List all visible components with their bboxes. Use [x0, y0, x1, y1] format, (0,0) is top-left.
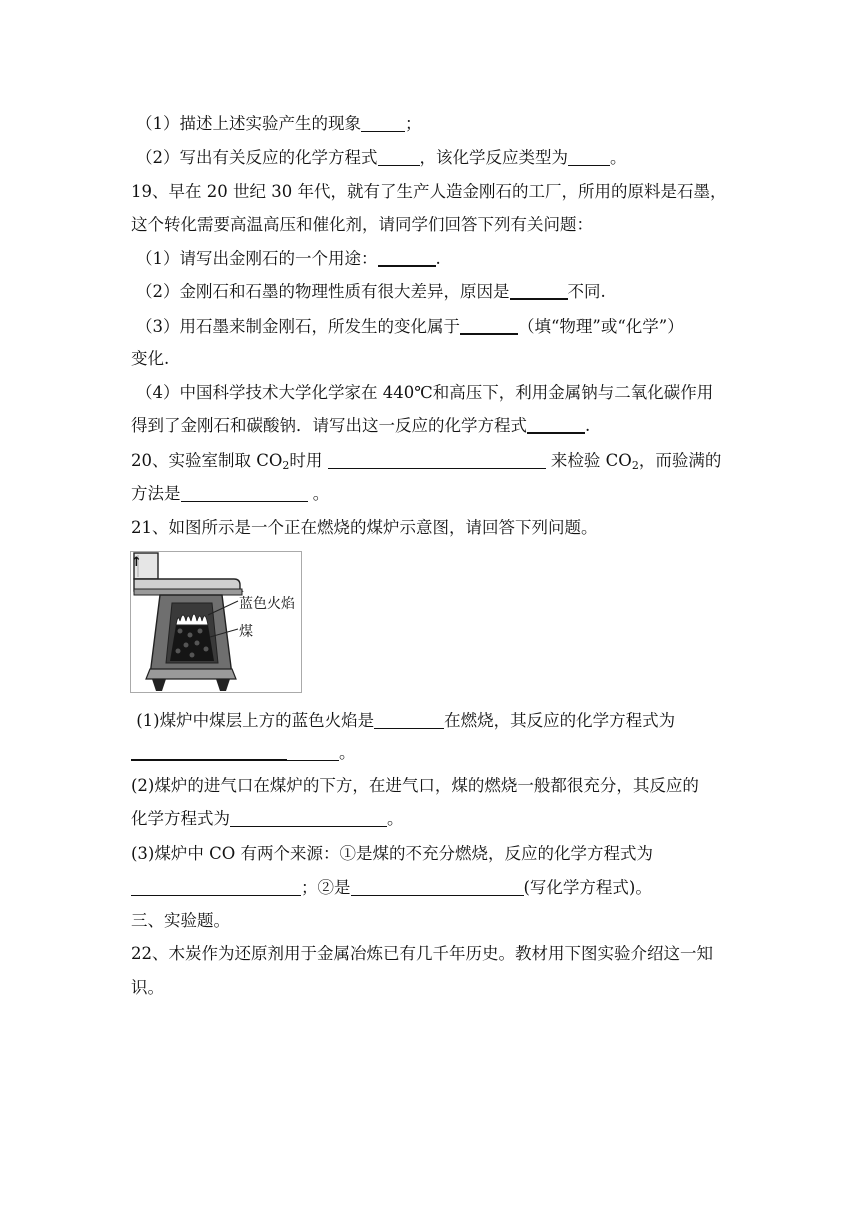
q21-stem: 21、如图所示是一个正在燃烧的煤炉示意图，请回答下列问题。: [131, 518, 598, 537]
q21-part1-text-b: 在燃烧，其反应的化学方程式为: [444, 711, 676, 730]
q19-part1: [136, 248, 441, 270]
coal-stove-drawing: [130, 551, 302, 693]
answer-blank[interactable]: [328, 452, 546, 469]
answer-blank[interactable]: [230, 810, 387, 827]
answer-blank[interactable]: [460, 317, 518, 335]
q18-part2-text-b: ，该化学反应类型为: [419, 148, 568, 167]
answer-blank[interactable]: [510, 282, 568, 300]
answer-blank[interactable]: [131, 879, 301, 896]
q21-part3-line2: [131, 877, 652, 899]
q21-part3-text: ；②是: [301, 878, 351, 897]
punct: 。: [387, 809, 404, 828]
q18-part1-text: （1）描述上述实验产生的现象: [136, 114, 361, 133]
answer-blank[interactable]: [131, 743, 287, 761]
q19-part2: [136, 281, 606, 303]
punct: .: [585, 416, 591, 435]
answer-blank[interactable]: [181, 485, 308, 502]
q20-text-c: 来检验 CO: [545, 451, 632, 470]
q21-part3-text-b: (写化学方程式)。: [523, 878, 652, 897]
answer-blank[interactable]: [527, 416, 585, 434]
q21-part1-cont: [131, 742, 356, 764]
q19-part2-text-b: 不同.: [567, 282, 606, 301]
q19-part3: [136, 316, 684, 338]
answer-blank[interactable]: [378, 249, 436, 267]
punct: 。: [339, 743, 356, 762]
q18-part2: [136, 147, 627, 169]
q19-part4-line2: [131, 415, 590, 437]
q20-text-b: 时用: [289, 451, 328, 470]
q19-part2-text: （2）金刚石和石墨的物理性质有很大差异，原因是: [136, 282, 510, 301]
q20-text-e: 方法是: [131, 484, 181, 503]
q21-part2-line2: [131, 808, 404, 830]
q19-part3-text: （3）用石墨来制金刚石，所发生的变化属于: [136, 317, 460, 336]
answer-blank[interactable]: [568, 149, 610, 166]
q21-part2-text: 化学方程式为: [131, 809, 230, 828]
q21-part2-line1: (2)煤炉的进气口在煤炉的下方，在进气口，煤的燃烧一般都很充分，其反应的: [131, 776, 699, 795]
answer-blank[interactable]: [351, 879, 524, 896]
coal-stove-figure: [130, 551, 302, 693]
q18-part2-text: （2）写出有关反应的化学方程式: [136, 148, 378, 167]
answer-blank[interactable]: [361, 115, 405, 132]
subscript: 2: [631, 459, 639, 472]
q20-text-a: 20、实验室制取 CO: [131, 451, 283, 470]
q19-part4-line1: （4）中国科学技术大学化学家在 440℃和高压下，利用金属钠与二氧化碳作用: [136, 383, 714, 402]
q18-part1: [136, 113, 422, 135]
q19-part1-text: （1）请写出金刚石的一个用途：: [136, 249, 378, 268]
answer-blank[interactable]: [287, 744, 339, 761]
q19-stem-1: 19、早在 20 世纪 30 年代，就有了生产人造金刚石的工厂，所用的原料是石墨，: [131, 182, 727, 201]
q21-part3-line1: (3)煤炉中 CO 有两个来源：①是煤的不充分燃烧，反应的化学方程式为: [131, 844, 654, 863]
punct: 。: [307, 484, 330, 503]
section-heading: 三、实验题。: [131, 911, 230, 930]
answer-blank[interactable]: [374, 712, 444, 729]
flame-label: 蓝色火焰: [239, 596, 295, 612]
q21-part1-text: (1)煤炉中煤层上方的蓝色火焰是: [131, 711, 375, 730]
q20-line1: [131, 450, 721, 472]
q19-stem-2: 这个转化需要高温高压和催化剂，请同学们回答下列有关问题：: [131, 215, 593, 234]
q22-line2: 识。: [131, 978, 164, 997]
answer-blank[interactable]: [378, 149, 420, 166]
coal-label: 煤: [239, 624, 253, 640]
punct: ；: [405, 114, 422, 133]
q21-part1: [131, 710, 675, 732]
punct: 。: [610, 148, 627, 167]
q19-part3-cont: 变化.: [131, 349, 170, 368]
q20-text-d: ，而验满的: [638, 451, 722, 470]
q22-line1: 22、木炭作为还原剂用于金属冶炼已有几千年历史。教材用下图实验介绍这一知: [131, 944, 713, 963]
punct: .: [435, 249, 441, 268]
subscript: 2: [282, 459, 290, 472]
q19-part4-text: 得到了金刚石和碳酸钠．请写出这一反应的化学方程式: [131, 416, 527, 435]
q20-line2: [131, 483, 329, 505]
q19-part3-text-b: （填“物理”或“化学”）: [518, 317, 684, 336]
up-arrow-icon: ↑: [131, 555, 142, 570]
